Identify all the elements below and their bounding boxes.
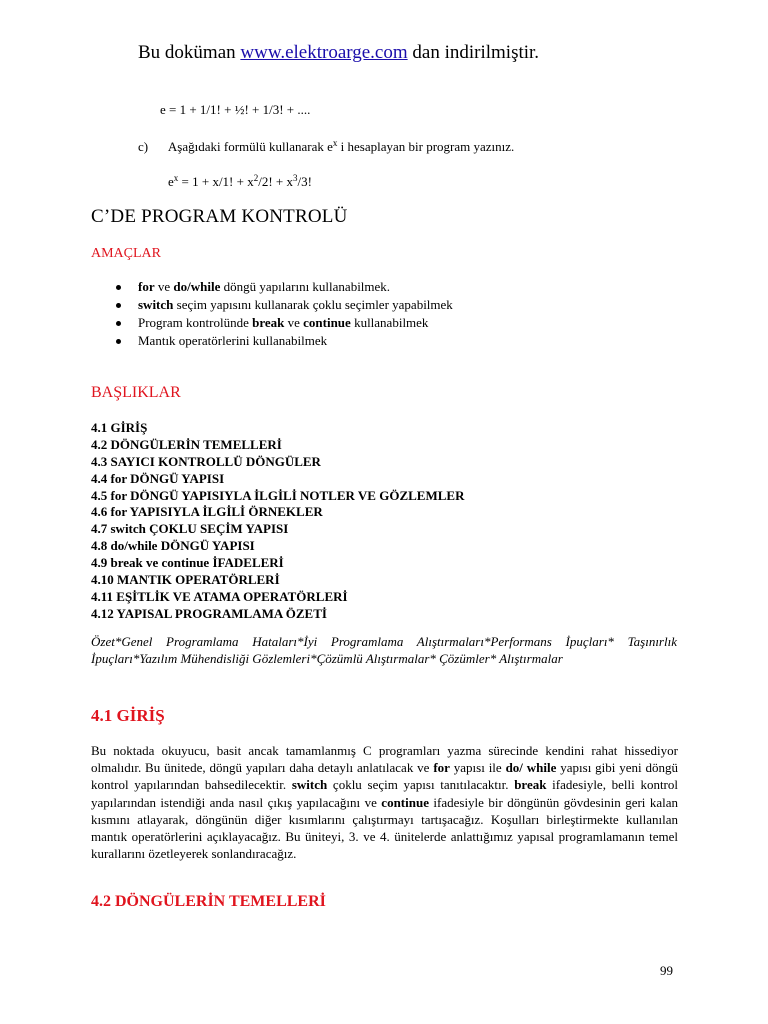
goals-list <box>114 278 453 350</box>
topic-item: 4.9 break ve continue İFADELERİ <box>91 555 284 571</box>
section-41-heading: 4.1 GİRİŞ <box>91 706 165 725</box>
topic-item: 4.12 YAPISAL PROGRAMLAMA ÖZETİ <box>91 605 327 621</box>
topic-item: 4.10 MANTIK OPERATÖRLERİ <box>91 572 280 588</box>
goal-item: Mantık operatörlerini kullanabilmek <box>114 332 453 350</box>
topic-item: 4.5 for DÖNGÜ YAPISIYLA İLGİLİ NOTLER VE GÖZLEMLER <box>91 487 465 503</box>
exercise-c <box>138 139 514 155</box>
ex-lhs: e <box>168 174 174 189</box>
topics-list <box>91 420 464 623</box>
download-notice-suffix: dan indirilmiştir. <box>407 42 540 63</box>
goal-item: Program kontrolünde break ve continue kullanabilmek <box>114 314 453 332</box>
topics-heading: BAŞLIKLAR <box>91 384 181 401</box>
section-41-paragraph: Bu noktada okuyucu, basit ancak tamamlanmış C programları yazma sürecinde kendini rahat hissediyor olmalıdır. Bu ünitede, döngü yapıları daha detaylı anlatılacak ve for yapısı ile do/ while yapısı gibi yeni döngü kontrol yapılarından bahsedilecektir. switch çoklu seçim yapısı tanıtılacaktır. break ifadesiyle, belli kontrol yapılarından istendiği anda nasıl çıkış yapılacağını ve continue ifadesiyle bir döngünün gövdesinin geri kalan kısmını atlayarak, döngünün diğer kısımlarını çalıştırmayı tartışacağız. Koşulları birleştirmekte kullanılan mantık operatörlerini açıklayacağız. Bu üniteyi, 3. ve 4. ünitelerde anlattığımız yapısal programlamanın temel kurallarını özetleyerek sonlandıracağız. <box>91 743 679 862</box>
ex-formula <box>168 174 312 190</box>
topic-item: 4.7 switch ÇOKLU SEÇİM YAPISI <box>91 521 289 537</box>
source-link[interactable]: www.elektroarge.com <box>240 42 408 63</box>
topic-item: 4.6 for YAPISIYLA İLGİLİ ÖRNEKLER <box>91 504 323 520</box>
topic-item: 4.2 DÖNGÜLERİN TEMELLERİ <box>91 436 282 452</box>
chapter-title: C’DE PROGRAM KONTROLÜ <box>91 206 348 227</box>
exercise-c-label: c) <box>138 139 149 154</box>
section-42-heading: 4.2 DÖNGÜLERİN TEMELLERİ <box>91 893 326 910</box>
download-notice-prefix: Bu doküman <box>138 42 241 63</box>
ex-part-3: /3! <box>297 174 312 189</box>
topic-item: 4.1 GİRİŞ <box>91 420 148 435</box>
goal-item: switch seçim yapısını kullanarak çoklu seçimler yapabilmek <box>114 296 453 314</box>
ex-part-1: = 1 + x/1! + x <box>178 174 254 189</box>
e-series-formula: e = 1 + 1/1! + ½! + 1/3! + .... <box>160 102 311 117</box>
exercise-c-text: Aşağıdaki formülü kullanarak e <box>167 139 333 154</box>
ex-sup-2: 2 <box>253 173 259 183</box>
topic-item: 4.3 SAYICI KONTROLLÜ DÖNGÜLER <box>91 453 321 469</box>
topic-item: 4.11 EŞİTLİK VE ATAMA OPERATÖRLERİ <box>91 588 348 604</box>
ex-lhs-sup: x <box>173 173 179 183</box>
exercise-c-sup: x <box>332 138 338 148</box>
ex-part-2: /2! + x <box>258 174 293 189</box>
download-notice <box>138 42 539 64</box>
topic-item: 4.8 do/while DÖNGÜ YAPISI <box>91 538 255 554</box>
chapter-summary-line: Özet*Genel Programlama Hataları*İyi Programlama Alıştırmaları*Performans İpuçları* Taşınırlık İpuçları*Yazılım Mühendisliği Gözlemleri*Çözümlü Alıştırmalar* Çözümler* Alıştırmalar <box>91 634 677 666</box>
ex-sup-3: 3 <box>293 173 298 183</box>
goals-heading: AMAÇLAR <box>91 246 162 261</box>
goal-item: for ve do/while döngü yapılarını kullanabilmek. <box>114 278 453 296</box>
topic-item: 4.4 for DÖNGÜ YAPISI <box>91 470 225 486</box>
page-number: 99 <box>660 963 673 978</box>
exercise-c-text-end: i hesaplayan bir program yazınız. <box>337 139 515 154</box>
